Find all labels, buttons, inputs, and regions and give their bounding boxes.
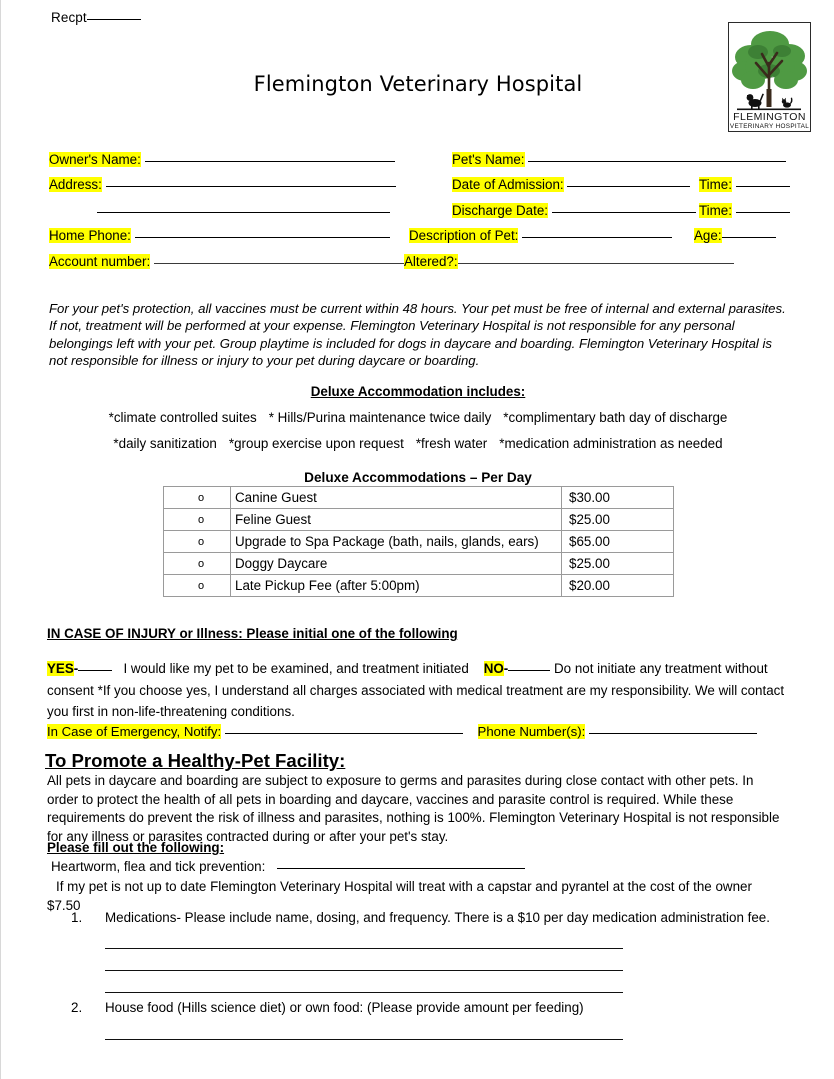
protection-paragraph: For your pet's protection, all vaccines must be current within 48 hours. Your pet must be free of internal and external parasites. If not, treatment will be performed at your expense. Flemington Veterinary Hospital is not responsible for any personal belongings left with your pet. Group playtime is included for dogs in daycare and boarding. Flemington Veterinary Hospital is not responsible for illness or injury to your pet during daycare or boarding. (49, 301, 786, 369)
table-row[interactable] (164, 553, 674, 575)
description-of-pet-label: Description of Pet: (409, 228, 519, 244)
account-number-blank[interactable] (154, 263, 421, 264)
owner-pet-fields (49, 152, 793, 279)
emergency-notify-blank[interactable] (225, 733, 463, 734)
date-of-admission-label: Date of Admission: (452, 177, 564, 193)
list-item-text: Medications- Please include name, dosing, and frequency. There is a $10 per day medication administration fee. (105, 910, 770, 925)
row-item-label: Upgrade to Spa Package (bath, nails, glands, ears) (231, 531, 562, 553)
receipt-label: Recpt (51, 10, 87, 25)
row-item-label: Feline Guest (231, 509, 562, 531)
injury-consent-block: YES- I would like my pet to be examined, and treatment initiated NO- Do not initiate any treatment without consent *If you choose yes, I understand all charges associated with medical treatment are my responsibility. We will contact you first in non-life-threatening conditions. (47, 661, 785, 719)
discharge-date-label: Discharge Date: (452, 202, 549, 218)
list-item-text: House food (Hills science diet) or own food: (Please provide amount per feeding) (105, 1000, 584, 1015)
healthy-pet-heading: To Promote a Healthy-Pet Facility: (45, 750, 346, 771)
age-field[interactable] (694, 228, 776, 243)
table-row[interactable] (164, 531, 674, 553)
list-item-number: 2. (71, 1000, 83, 1015)
no-label: NO (483, 661, 504, 676)
deluxe-include-item: *daily sanitization (113, 436, 217, 451)
food-blank-line-1[interactable] (105, 1039, 623, 1040)
row-bullet-icon: o (164, 553, 231, 575)
deluxe-include-item: * Hills/Purina maintenance twice daily (268, 410, 492, 425)
logo-name-line2: VETERINARY HOSPITAL (729, 123, 810, 130)
receipt-field[interactable] (51, 10, 141, 25)
table-row[interactable] (164, 575, 674, 597)
home-phone-blank[interactable] (135, 237, 390, 238)
age-blank[interactable] (722, 237, 776, 238)
emergency-contact-row (47, 724, 791, 739)
altered-label: Altered?: (404, 253, 458, 269)
discharge-time-blank[interactable] (736, 212, 790, 213)
list-item-number: 1. (71, 910, 83, 925)
list-item (47, 910, 791, 929)
emergency-phone-blank[interactable] (589, 733, 757, 734)
row-bullet-icon: o (164, 487, 231, 509)
discharge-time-field[interactable] (699, 203, 790, 218)
price-table-heading: Deluxe Accommodations – Per Day (304, 470, 532, 485)
address-label: Address: (49, 177, 102, 193)
table-row[interactable] (164, 487, 674, 509)
row-bullet-icon: o (164, 531, 231, 553)
deluxe-includes-heading: Deluxe Accommodation includes: (310, 384, 526, 399)
row-price-value: $25.00 (562, 553, 674, 575)
discharge-time-label: Time: (699, 202, 732, 218)
yes-label: YES (47, 661, 74, 676)
home-phone-field[interactable] (49, 228, 390, 243)
discharge-date-blank[interactable] (552, 212, 696, 213)
page-title: Flemington Veterinary Hospital (253, 72, 583, 96)
account-number-label: Account number: (49, 253, 151, 269)
row-bullet-icon: o (164, 575, 231, 597)
row-price-value: $30.00 (562, 487, 674, 509)
price-table (163, 486, 674, 597)
deluxe-include-item: *complimentary bath day of discharge (503, 410, 728, 425)
injury-heading: IN CASE OF INJURY or Illness: Please initial one of the following (47, 626, 458, 641)
date-of-admission-field[interactable] (452, 177, 690, 192)
emergency-notify-label: In Case of Emergency, Notify: (47, 724, 222, 739)
deluxe-include-item: *medication administration as needed (499, 436, 723, 451)
address-blank[interactable] (106, 186, 396, 187)
field-row-phone-description (49, 228, 793, 253)
pet-name-field[interactable] (452, 152, 786, 167)
age-label: Age: (694, 228, 722, 244)
heartworm-prevention-field[interactable] (51, 859, 525, 874)
row-item-label: Late Pickup Fee (after 5:00pm) (231, 575, 562, 597)
row-bullet-icon: o (164, 509, 231, 531)
row-price-value: $25.00 (562, 509, 674, 531)
description-of-pet-field[interactable] (409, 228, 672, 243)
yes-option-text: I would like my pet to be examined, and treatment initiated (123, 661, 469, 676)
home-phone-label: Home Phone: (49, 228, 131, 244)
row-price-value: $20.00 (562, 575, 674, 597)
capstar-text: If my pet is not up to date Flemington Veterinary Hospital will treat with a capstar and pyrantel at the cost of the owner (56, 879, 752, 894)
no-initial-blank[interactable] (508, 670, 550, 671)
pet-name-blank[interactable] (528, 161, 786, 162)
capstar-price: $7.50 (47, 897, 81, 913)
account-number-field[interactable] (49, 254, 421, 269)
row-item-label: Doggy Daycare (231, 553, 562, 575)
row-item-label: Canine Guest (231, 487, 562, 509)
owner-name-label: Owner's Name: (49, 152, 141, 167)
address-line2-field[interactable] (97, 203, 390, 218)
fill-out-list (47, 910, 791, 1040)
admission-time-field[interactable] (699, 177, 790, 192)
table-row[interactable] (164, 509, 674, 531)
pet-name-label: Pet's Name: (452, 152, 525, 167)
altered-field[interactable] (404, 254, 734, 269)
deluxe-includes-line2 (1, 436, 834, 451)
heartworm-prevention-label: Heartworm, flea and tick prevention: (51, 859, 266, 874)
heartworm-prevention-blank[interactable] (277, 868, 525, 869)
receipt-blank[interactable] (87, 19, 141, 20)
deluxe-includes-line1 (1, 410, 834, 425)
logo-name-line1: FLEMINGTON (733, 111, 806, 123)
emergency-phone-label: Phone Number(s): (477, 724, 586, 739)
deluxe-include-item: *climate controlled suites (108, 410, 257, 425)
owner-name-blank[interactable] (145, 161, 395, 162)
altered-blank[interactable] (458, 263, 734, 264)
description-of-pet-blank[interactable] (522, 237, 672, 238)
yes-initial-blank[interactable] (78, 670, 112, 671)
discharge-date-field[interactable] (452, 203, 696, 218)
deluxe-include-item: *group exercise upon request (228, 436, 404, 451)
injury-consent-text: without consent *If you choose yes, I understand all charges associated with medical treatment are my responsibility. We will contact you first in non-life-threatening conditions. (47, 661, 785, 719)
fill-out-heading: Please fill out the following: (47, 840, 225, 855)
admission-time-blank[interactable] (736, 186, 790, 187)
deluxe-include-item: *fresh water (415, 436, 488, 451)
healthy-pet-paragraph: All pets in daycare and boarding are subject to exposure to germs and parasites during close contact with other pets. In order to protect the health of all pets in boarding and daycare, vaccines and parasite control is required. While these requirements do prevent the risk of illness and parasites, nothing is 100%. Flemington Veterinary Hospital is not responsible for any illness or parasites contracted during or after your pet's stay. (47, 773, 780, 844)
field-row-address-admission (49, 177, 793, 202)
list-item (47, 1000, 791, 1019)
cat-silhouette-icon (782, 98, 793, 108)
field-row-address2-discharge (49, 203, 793, 228)
owner-name-field[interactable] (49, 152, 395, 167)
no-option-text: Do not initiate any treatment (554, 661, 722, 676)
field-row-owner-pet (49, 152, 793, 177)
admission-time-label: Time: (699, 177, 732, 193)
row-price-value: $65.00 (562, 531, 674, 553)
date-of-admission-blank[interactable] (567, 186, 690, 187)
address-line2-blank[interactable] (97, 212, 390, 213)
address-field[interactable] (49, 177, 396, 192)
field-row-account-altered (49, 254, 793, 279)
